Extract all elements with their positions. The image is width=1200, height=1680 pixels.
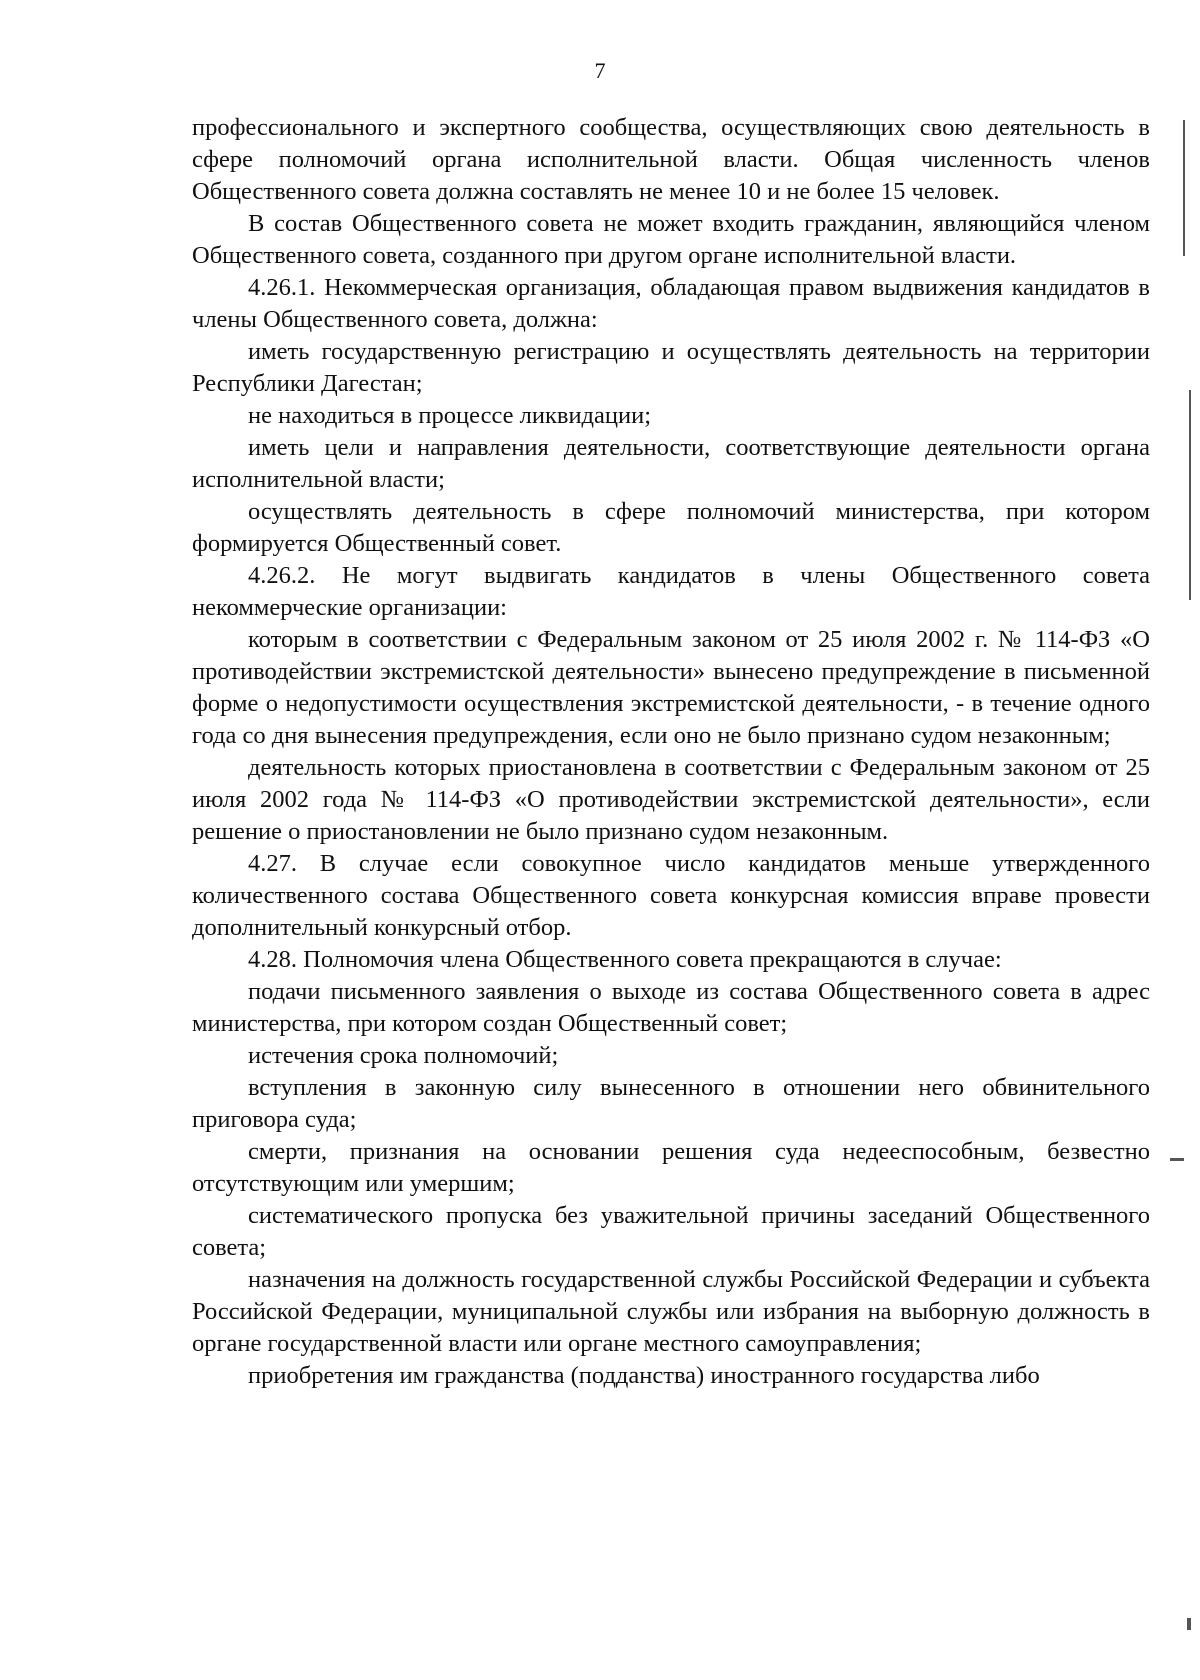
- paragraph: иметь государственную регистрацию и осуществлять деятельность на территории Республики Дагестан;: [192, 338, 1150, 397]
- paragraph: 4.26.2. Не могут выдвигать кандидатов в члены Общественного совета некоммерческие организации:: [192, 562, 1150, 621]
- scan-artifact: [1170, 1158, 1184, 1161]
- document-body: [192, 112, 1150, 1392]
- page-number: 7: [594, 58, 606, 83]
- paragraph: профессионального и экспертного сообщества, осуществляющих свою деятельность в сфере полномочий органа исполнительной власти. Общая численность членов Общественного совета должна составлять не менее 10 и не более 15 человек.: [192, 114, 1150, 205]
- paragraph: систематического пропуска без уважительной причины заседаний Общественного совета;: [192, 1202, 1150, 1261]
- paragraph: деятельность которых приостановлена в соответствии с Федеральным законом от 25 июля 2002 года № 114-ФЗ «О противодействии экстремистской деятельности», если решение о приостановлении не было признано судом незаконным.: [192, 754, 1150, 845]
- scan-artifact: [1187, 1618, 1191, 1630]
- paragraph: осуществлять деятельность в сфере полномочий министерства, при котором формируется Общественный совет.: [192, 498, 1150, 557]
- paragraph: которым в соответствии с Федеральным законом от 25 июля 2002 г. № 114-ФЗ «О противодействии экстремистской деятельности» вынесено предупреждение в письменной форме о недопустимости осуществления экстремистской деятельности, - в течение одного года со дня вынесения предупреждения, если оно не было признано судом незаконным;: [192, 626, 1150, 749]
- scan-artifact: [1189, 390, 1191, 600]
- paragraph: не находиться в процессе ликвидации;: [248, 402, 652, 429]
- paragraph: 4.26.1. Некоммерческая организация, обладающая правом выдвижения кандидатов в члены Общественного совета, должна:: [192, 274, 1150, 333]
- paragraph: 4.28. Полномочия члена Общественного совета прекращаются в случае:: [248, 946, 1002, 973]
- paragraph: иметь цели и направления деятельности, соответствующие деятельности органа исполнительной власти;: [192, 434, 1150, 493]
- paragraph: истечения срока полномочий;: [248, 1042, 559, 1069]
- paragraph: подачи письменного заявления о выходе из состава Общественного совета в адрес министерства, при котором создан Общественный совет;: [192, 978, 1150, 1037]
- paragraph: назначения на должность государственной службы Российской Федерации и субъекта Российской Федерации, муниципальной службы или избрания на выборную должность в органе государственной власти или органе местного самоуправления;: [192, 1266, 1150, 1357]
- paragraph: 4.27. В случае если совокупное число кандидатов меньше утвержденного количественного состава Общественного совета конкурсная комиссия вправе провести дополнительный конкурсный отбор.: [192, 850, 1150, 941]
- paragraph: В состав Общественного совета не может входить гражданин, являющийся членом Общественного совета, созданного при другом органе исполнительной власти.: [192, 210, 1150, 269]
- paragraph: приобретения им гражданства (подданства) иностранного государства либо: [248, 1362, 1040, 1389]
- scan-artifact: [1183, 120, 1185, 256]
- paragraph: вступления в законную силу вынесенного в отношении него обвинительного приговора суда;: [192, 1074, 1150, 1133]
- paragraph: смерти, признания на основании решения суда недееспособным, безвестно отсутствующим или умершим;: [192, 1138, 1150, 1197]
